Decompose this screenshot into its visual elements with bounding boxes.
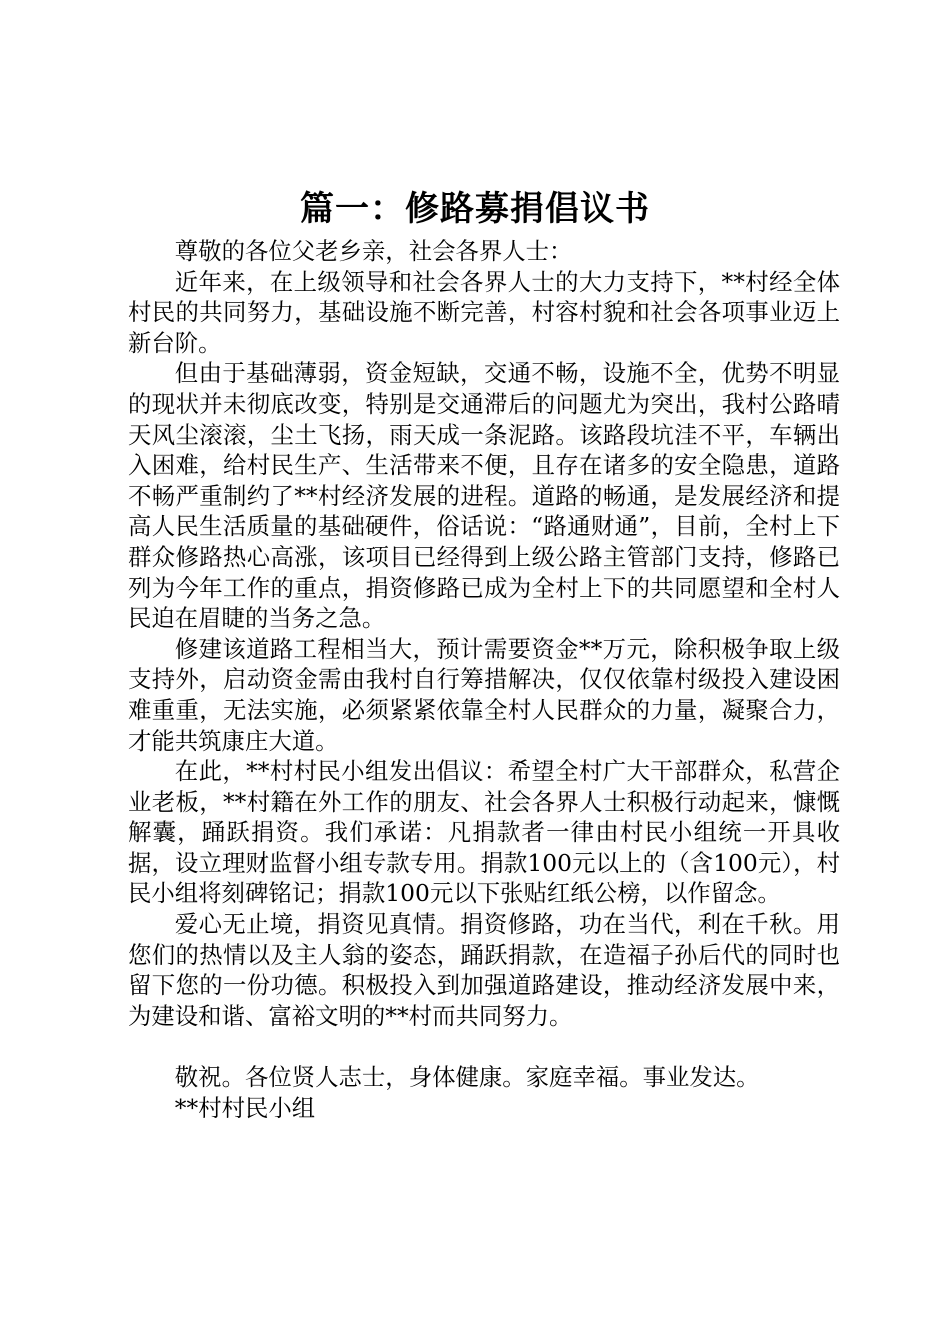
blank-line [128, 1031, 840, 1062]
document-title: 篇一：修路募捐倡议书 [300, 189, 650, 229]
signature: **村村民小组 [174, 1093, 316, 1122]
paragraph-1: 近年来，在上级领导和社会各界人士的大力支持下，**村经全体村民的共同努力，基础设施不断完善，村容村貌和社会各项事业迈上新台阶。 [128, 267, 840, 357]
paragraph-3: 修建该道路工程相当大，预计需要资金**万元，除积极争取上级支持外，启动资金需由我村自行筹措解决，仅仅依靠村级投入建设困难重重，无法实施，必须紧紧依靠全村人民群众的力量，凝聚合力，才能共筑康庄大道。 [128, 634, 840, 755]
paragraph-4: 在此，**村村民小组发出倡议：希望全村广大干部群众，私营企业老板，**村籍在外工作的朋友、社会各界人士积极行动起来，慷慨解囊，踊跃捐资。我们承诺：凡捐款者一律由村民小组统一开具收据，设立理财监督小组专款专用。捐款100元以上的（含100元），村民小组将刻碑铭记；捐款100元以下张贴红纸公榜，以作留念。 [128, 757, 840, 908]
paragraph-5: 爱心无止境，捐资见真情。捐资修路，功在当代，利在千秋。用您们的热情以及主人翁的姿态，踊跃捐款，在造福子孙后代的同时也留下您的一份功德。积极投入到加强道路建设，推动经济发展中来，为建设和谐、富裕文明的**村而共同努力。 [128, 910, 840, 1030]
document-body [128, 236, 840, 1123]
closing-line: 敬祝。各位贤人志士，身体健康。家庭幸福。事业发达。 [174, 1063, 760, 1092]
salutation: 尊敬的各位父老乡亲，社会各界人士： [174, 237, 573, 265]
paragraph-2: 但由于基础薄弱，资金短缺，交通不畅，设施不全，优势不明显的现状并未彻底改变，特别是交通滞后的问题尤为突出，我村公路晴天风尘滚滚，尘土飞扬，雨天成一条泥路。该路段坑洼不平，车辆出入困难，给村民生产、生活带来不便，且存在诸多的安全隐患，道路不畅严重制约了**村经济发展的进程。道路的畅通，是发展经济和提高人民生活质量的基础硬件，俗话说：“路通财通”，目前，全村上下群众修路热心高涨，该项目已经得到上级公路主管部门支持，修路已列为今年工作的重点，捐资修路已成为全村上下的共同愿望和全村人民迫在眉睫的当务之急。 [128, 359, 840, 633]
